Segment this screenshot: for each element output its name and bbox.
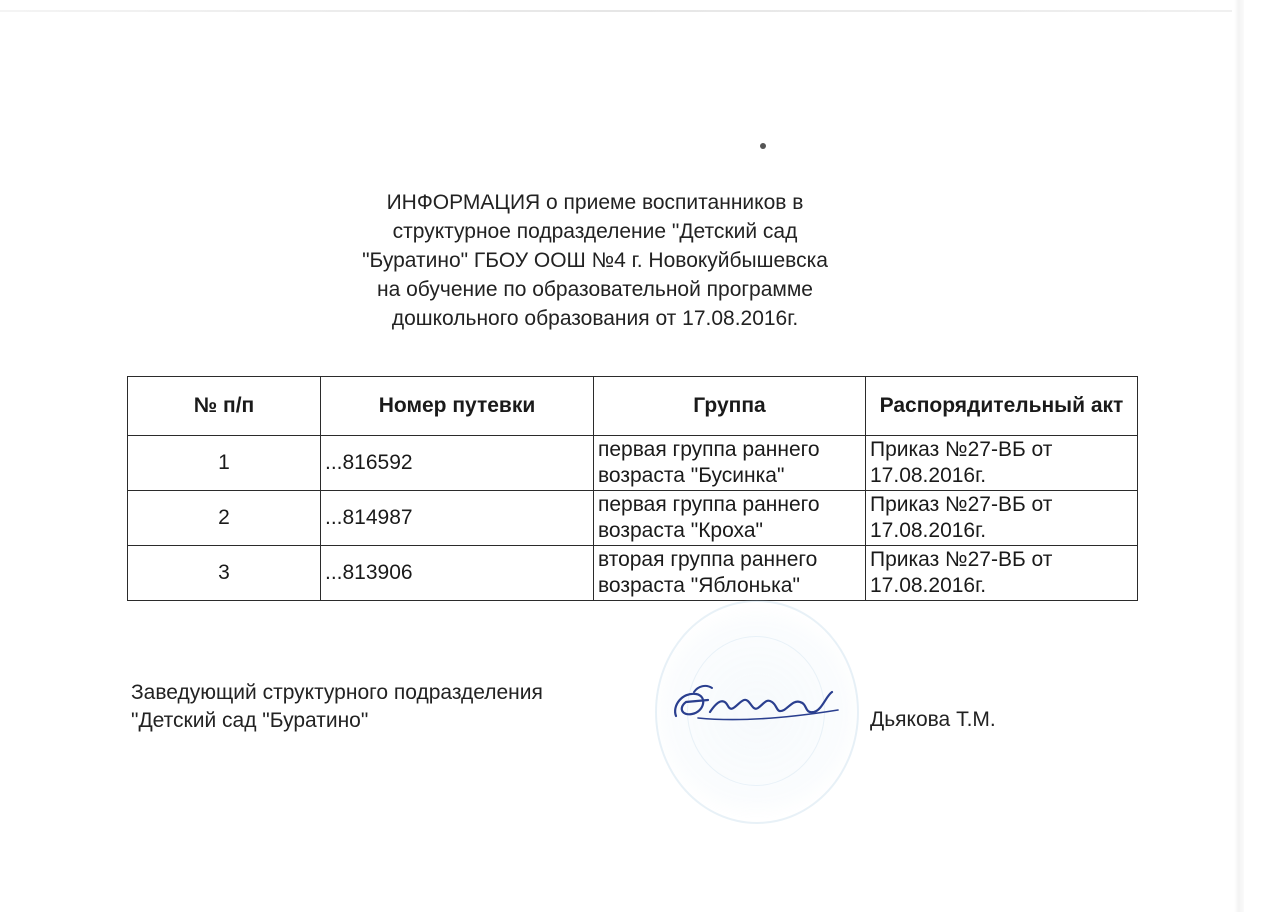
row-group-line: возраста "Кроха": [598, 519, 763, 542]
row-act: [866, 546, 1138, 601]
table-header-row: [128, 377, 1138, 436]
row-ticket: ...816592: [321, 436, 594, 491]
row-group-line: первая группа раннего: [598, 438, 820, 461]
title-line: ИНФОРМАЦИЯ о приеме воспитанников в: [386, 191, 804, 214]
table-row: [128, 436, 1138, 491]
title-line: на обучение по образовательной программе: [377, 278, 813, 301]
ink-dot: [760, 143, 766, 149]
row-group-line: возраста "Бусинка": [598, 464, 785, 487]
position-line: "Детский сад "Буратино": [131, 709, 369, 732]
title-line: структурное подразделение "Детский сад: [392, 220, 798, 243]
signatory-position: [131, 679, 543, 735]
scan-edge-top: [0, 10, 1232, 12]
row-group: [594, 491, 866, 546]
row-act-line: Приказ №27-ВБ от: [870, 438, 1053, 461]
position-line: Заведующий структурного подразделения: [131, 681, 543, 704]
admission-table: [127, 376, 1138, 601]
row-act: [866, 491, 1138, 546]
title-line: "Буратино" ГБОУ ООШ №4 г. Новокуйбышевска: [362, 249, 828, 272]
header-ticket: Номер путевки: [321, 377, 594, 436]
row-act-line: 17.08.2016г.: [870, 464, 987, 487]
row-number: 3: [128, 546, 321, 601]
row-group: [594, 436, 866, 491]
table-row: [128, 546, 1138, 601]
handwritten-signature: [668, 672, 848, 732]
row-group-line: возраста "Яблонька": [598, 574, 800, 597]
row-number: 1: [128, 436, 321, 491]
row-number: 2: [128, 491, 321, 546]
row-group-line: первая группа раннего: [598, 493, 820, 516]
row-group: [594, 546, 866, 601]
row-act: [866, 436, 1138, 491]
row-act-line: 17.08.2016г.: [870, 519, 987, 542]
row-act-line: 17.08.2016г.: [870, 574, 987, 597]
row-act-line: Приказ №27-ВБ от: [870, 548, 1053, 571]
row-group-line: вторая группа раннего: [598, 548, 818, 571]
title-line: дошкольного образования от 17.08.2016г.: [391, 307, 799, 330]
row-ticket: ...813906: [321, 546, 594, 601]
scan-edge-right: [1234, 0, 1244, 912]
header-act: Распорядительный акт: [866, 377, 1138, 436]
header-group: Группа: [594, 377, 866, 436]
row-act-line: Приказ №27-ВБ от: [870, 493, 1053, 516]
header-number: № п/п: [128, 377, 321, 436]
document-title: [300, 188, 890, 333]
signatory-name: Дьякова Т.М.: [870, 708, 996, 731]
table-row: [128, 491, 1138, 546]
row-ticket: ...814987: [321, 491, 594, 546]
